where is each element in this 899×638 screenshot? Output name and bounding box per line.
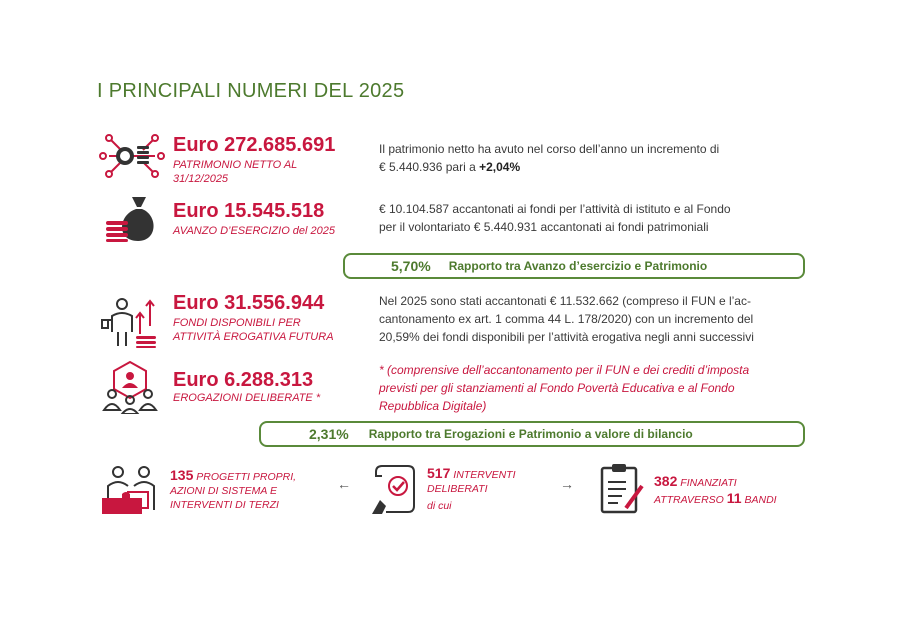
ratio-percent: 5,70%: [391, 258, 431, 274]
projects-label: PROGETTI PROPRI,: [193, 471, 297, 483]
desc-line: cantonamento ex art. 1 comma 44 L. 178/2020) con un incremento del: [379, 312, 754, 326]
patrimonio-label: [173, 158, 297, 186]
progetti-propri: [170, 468, 296, 512]
projects-label: AZIONI DI SISTEMA E: [170, 485, 277, 497]
avanzo-desc: [379, 200, 731, 236]
interventions-label: INTERVENTI: [450, 469, 516, 481]
ratio-box-avanzo: [343, 253, 805, 279]
financed-label: ATTRAVERSO: [654, 494, 727, 506]
interventions-count: 517: [427, 465, 451, 481]
document-check-icon: [370, 462, 420, 516]
calls-count: 11: [726, 490, 742, 506]
arrow-left-icon: ←: [337, 476, 351, 492]
teamwork-puzzle-icon: [98, 464, 162, 516]
people-growth-icon: [100, 296, 160, 348]
increment-percent: +2,04%: [479, 160, 521, 174]
patrimonio-desc: [379, 140, 719, 176]
label-line: AVANZO D’ESERCIZIO del 2025: [173, 225, 336, 237]
ratio-percent: 2,31%: [309, 426, 349, 442]
erogazioni-note: [379, 361, 749, 415]
label-line: FONDI DISPONIBILI PER: [173, 317, 301, 329]
ratio-box-erogazioni: [259, 421, 805, 447]
interventi-deliberati: [427, 466, 516, 513]
people-network-icon: [102, 360, 158, 414]
money-bag-icon: [102, 193, 160, 243]
fondi-desc: [379, 292, 754, 346]
erogazioni-amount: Euro 6.288.313: [173, 369, 314, 391]
projects-count: 135: [170, 467, 194, 483]
desc-line: per il volontariato € 5.440.931 accantonati ai fondi patrimoniali: [379, 220, 709, 234]
avanzo-amount: Euro 15.545.518: [173, 200, 325, 222]
ratio-label: Rapporto tra Avanzo d’esercizio e Patrimonio: [448, 259, 708, 273]
patrimonio-amount: Euro 272.685.691: [173, 134, 336, 156]
fondi-amount: Euro 31.556.944: [173, 292, 325, 314]
ratio-label: Rapporto tra Erogazioni e Patrimonio a valore di bilancio: [368, 427, 693, 441]
interventions-label: DELIBERATI: [427, 483, 488, 495]
avanzo-label: [173, 224, 335, 238]
arrow-right-icon: →: [560, 476, 574, 492]
financed-count: 382: [654, 473, 678, 489]
fondi-label: [173, 316, 334, 344]
label-line: ATTIVITÀ EROGATIVA FUTURA: [173, 331, 334, 343]
financed-label: FINANZIATI: [677, 477, 737, 489]
note-line: Repubblica Digitale): [379, 399, 487, 413]
financed-label: BANDI: [741, 494, 777, 506]
clipboard-list-icon: [596, 462, 648, 516]
erogazioni-label: [173, 391, 320, 405]
label-line: EROGAZIONI DELIBERATE *: [173, 392, 321, 404]
desc-line: [379, 158, 719, 176]
finanziati-bandi: [654, 474, 777, 508]
desc-line: Il patrimonio netto ha avuto nel corso dell’anno un incremento di: [379, 142, 720, 156]
coins-network-icon: [97, 132, 167, 180]
label-line: 31/12/2025: [173, 173, 229, 185]
page-title: I PRINCIPALI NUMERI DEL 2025: [97, 80, 405, 102]
desc-text: € 5.440.936 pari a: [379, 160, 480, 174]
note-line: previsti per gli stanziamenti al Fondo Povertà Educativa e al Fondo: [379, 381, 735, 395]
desc-line: 20,59% dei fondi disponibili per l’attività erogativa negli anni successivi: [379, 330, 754, 344]
note-line: * (comprensive dell’accantonamento per il FUN e dei crediti d’imposta: [379, 363, 750, 377]
desc-line: € 10.104.587 accantonati ai fondi per l’attività di istituto e al Fondo: [379, 202, 731, 216]
label-line: PATRIMONIO NETTO AL: [173, 159, 298, 171]
projects-label: INTERVENTI DI TERZI: [170, 499, 279, 511]
interventions-label: di cui: [427, 500, 452, 512]
desc-line: Nel 2025 sono stati accantonati € 11.532.662 (compreso il FUN e l’ac-: [379, 294, 751, 308]
